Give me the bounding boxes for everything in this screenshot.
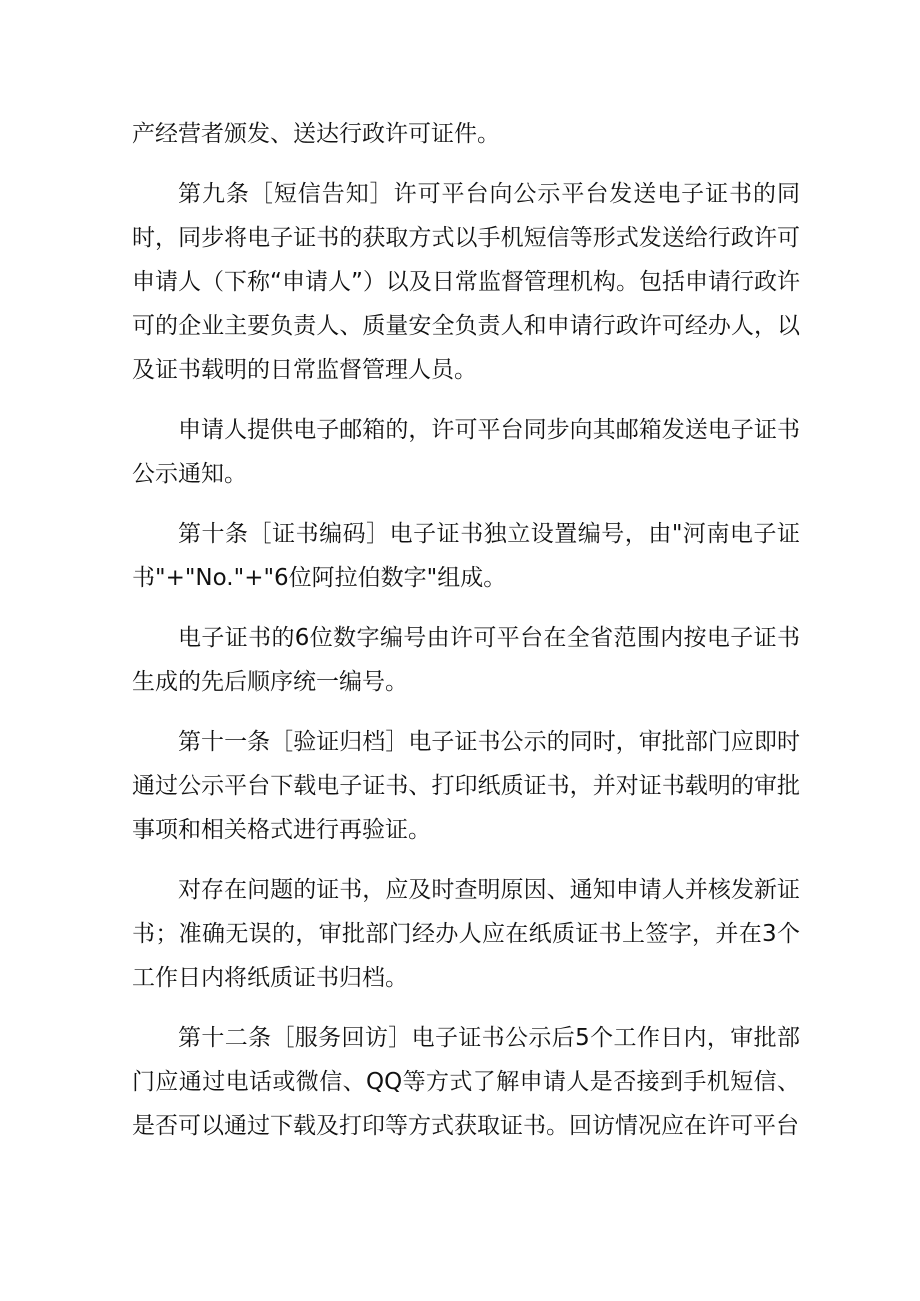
article-12-paragraph: 第十二条［服务回访］电子证书公示后5个工作日内，审批部门应通过电话或微信、QQ等方式了解申请人是否接到手机短信、是否可以通过下载及打印等方式获取证书。回访情况应在许可平台 xyxy=(132,1025,800,1139)
document-body xyxy=(132,112,800,1164)
article-11-paragraph: 第十一条［验证归档］电子证书公示的同时，审批部门应即时通过公示平台下载电子证书、打印纸质证书，并对证书载明的审批事项和相关格式进行再验证。 xyxy=(132,729,800,843)
paragraph: 产经营者颁发、送达行政许可证件。 xyxy=(132,121,500,147)
numbering-paragraph: 电子证书的6位数字编号由许可平台在全省范围内按电子证书生成的先后顺序统一编号。 xyxy=(132,625,800,695)
article-10-paragraph: 第十条［证书编码］电子证书独立设置编号，由"河南电子证书"+"No."+"6位阿拉伯数字"组成。 xyxy=(132,521,800,591)
article-9-paragraph: 第九条［短信告知］许可平台向公示平台发送电子证书的同时，同步将电子证书的获取方式以手机短信等形式发送给行政许可申请人（下称“申请人”）以及日常监督管理机构。包括申请行政许可的企业主要负责人、质量安全负责人和申请行政许可经办人，以及证书载明的日常监督管理人员。 xyxy=(132,181,800,383)
email-notice-paragraph: 申请人提供电子邮箱的，许可平台同步向其邮箱发送电子证书公示通知。 xyxy=(132,417,800,487)
archive-paragraph: 对存在问题的证书，应及时查明原因、通知申请人并核发新证书；准确无误的，审批部门经办人应在纸质证书上签字，并在3个工作日内将纸质证书归档。 xyxy=(132,877,800,991)
